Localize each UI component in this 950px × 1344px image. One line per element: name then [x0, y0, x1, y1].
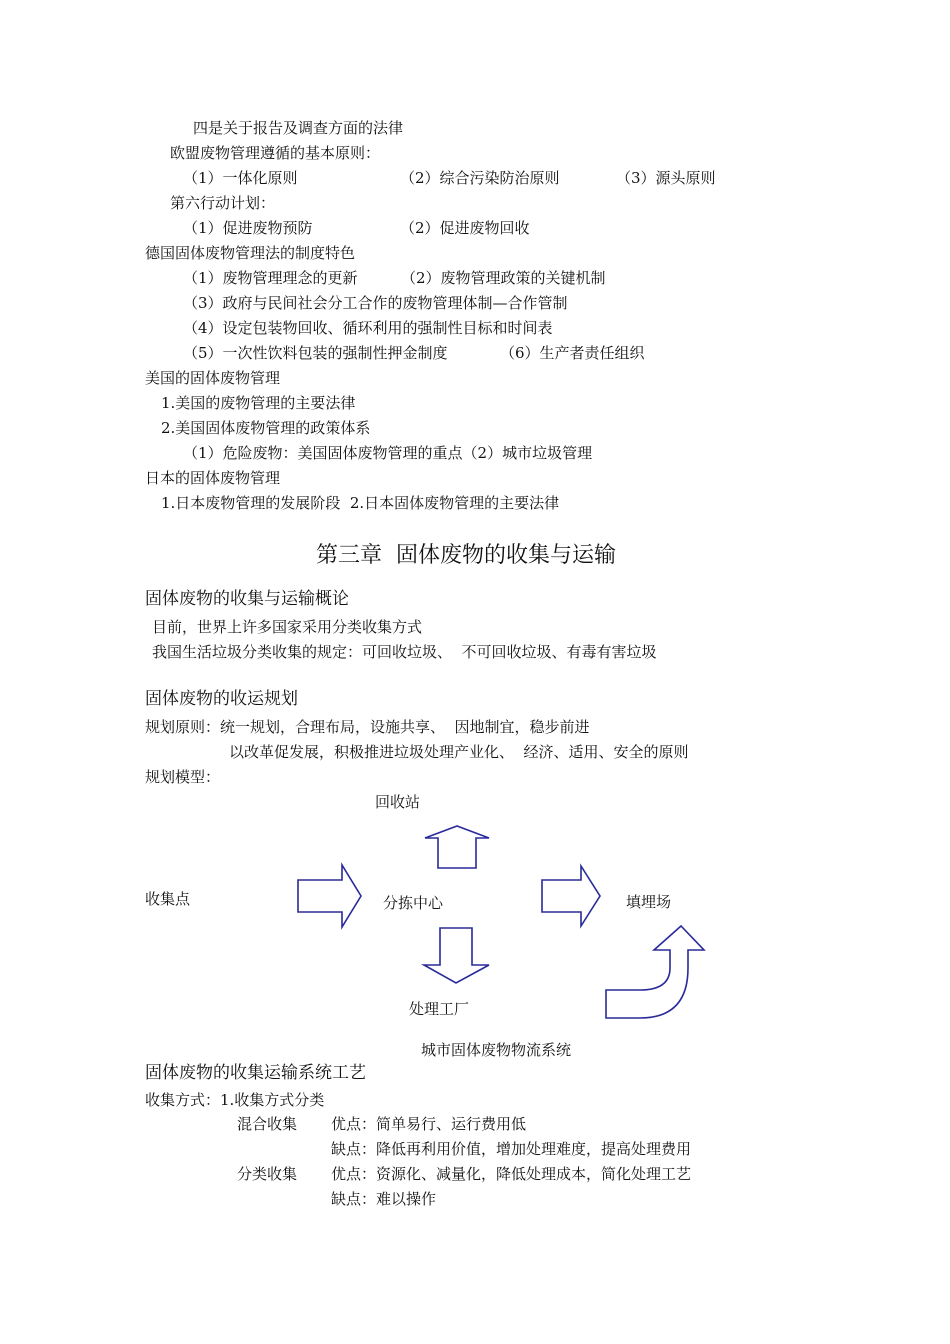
arrow-down-icon [424, 928, 489, 983]
section-heading: 固体废物的收运规划 [145, 689, 298, 709]
text-line: 我国生活垃圾分类收集的规定：可回收垃圾、 不可回收垃圾、有毒有害垃圾 [152, 643, 657, 661]
sorted-collection-label: 分类收集 [237, 1165, 298, 1183]
advantage-text: 优点：资源化、减量化，降低处理成本，简化处理工艺 [331, 1165, 692, 1183]
sorting-center-label: 分拣中心 [383, 894, 444, 912]
chapter-title: 第三章 固体废物的收集与运输 [316, 543, 616, 568]
action-plan-item: （1）促进废物预防 [183, 219, 313, 237]
germany-heading: 德国固体废物管理法的制度特色 [145, 244, 356, 262]
disadvantage-text: 缺点：难以操作 [331, 1190, 437, 1208]
eu-principle-item: （2）综合污染防治原则 [400, 169, 560, 187]
collection-point-label: 收集点 [145, 890, 191, 908]
planning-principle-line: 以改革促发展，积极推进垃圾处理产业化、 经济、适用、安全的原则 [229, 743, 689, 761]
section-heading: 固体废物的收集运输系统工艺 [145, 1063, 366, 1083]
usa-heading: 美国的固体废物管理 [145, 369, 281, 387]
arrow-right-icon [542, 866, 600, 926]
germany-item: （4）设定包装物回收、循环利用的强制性目标和时间表 [183, 319, 553, 337]
advantage-text: 优点：简单易行、运行费用低 [331, 1115, 527, 1133]
arrow-right-icon [298, 865, 361, 927]
eu-principles-heading: 欧盟废物管理遵循的基本原则： [170, 144, 381, 162]
text-line: 四是关于报告及调查方面的法律 [193, 119, 404, 137]
action-plan-item: （2）促进废物回收 [400, 219, 530, 237]
diagram-caption: 城市固体废物物流系统 [421, 1041, 572, 1059]
japan-items: 1.日本废物管理的发展阶段 2.日本固体废物管理的主要法律 [161, 494, 560, 512]
germany-item: （5）一次性饮料包装的强制性押金制度 [183, 344, 448, 362]
planning-model-label: 规划模型： [145, 768, 221, 786]
germany-item: （3）政府与民间社会分工合作的废物管理体制—合作管制 [183, 294, 568, 312]
sixth-action-plan-heading: 第六行动计划： [170, 194, 276, 212]
eu-principle-item: （3）源头原则 [616, 169, 716, 187]
germany-item: （2）废物管理政策的关键机制 [401, 269, 606, 287]
usa-subitem: （1）危险废物：美国固体废物管理的重点（2）城市垃圾管理 [183, 444, 593, 462]
germany-item: （6）生产者责任组织 [500, 344, 645, 362]
processing-plant-label: 处理工厂 [409, 1000, 470, 1018]
germany-item: （1）废物管理理念的更新 [183, 269, 358, 287]
landfill-label: 填埋场 [626, 893, 672, 911]
collection-method-label: 收集方式：1.收集方式分类 [145, 1091, 325, 1109]
section-heading: 固体废物的收集与运输概论 [145, 589, 349, 609]
eu-principle-item: （1）一体化原则 [183, 169, 298, 187]
usa-item: 1.美国的废物管理的主要法律 [161, 394, 356, 412]
arrow-up-icon [425, 826, 489, 868]
planning-principle-line: 规划原则：统一规划，合理布局，设施共享、 因地制宜，稳步前进 [145, 718, 590, 736]
japan-heading: 日本的固体废物管理 [145, 469, 281, 487]
recycling-station-label: 回收站 [375, 793, 421, 811]
text-line: 目前，世界上许多国家采用分类收集方式 [152, 618, 423, 636]
usa-item: 2.美国固体废物管理的政策体系 [161, 419, 371, 437]
curved-arrow-icon [606, 926, 704, 1018]
mixed-collection-label: 混合收集 [237, 1115, 298, 1133]
disadvantage-text: 缺点：降低再利用价值，增加处理难度，提高处理费用 [331, 1140, 692, 1158]
